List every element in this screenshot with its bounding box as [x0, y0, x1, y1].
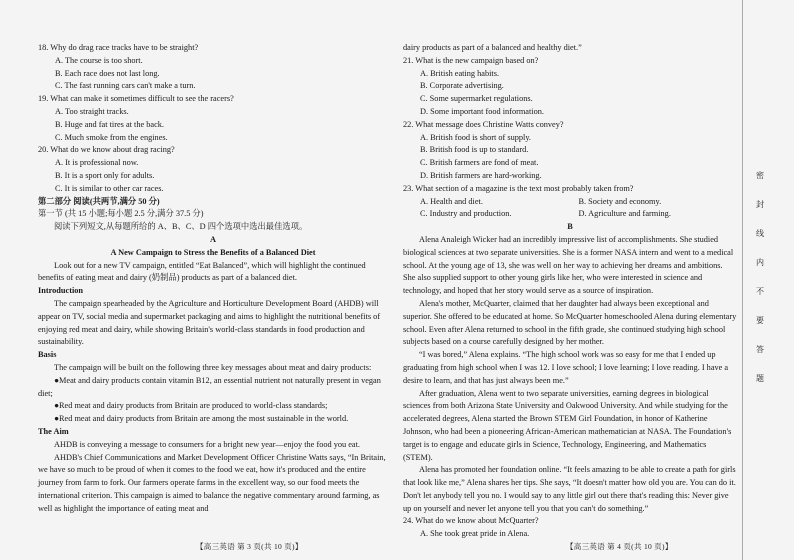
paragraph: The campaign spearheaded by the Agriculture and Horticulture Development Board (AHDB) will appear on TV, social media and supermarket packaging and aims to highlight the nutritional benefits of enjoying red meat and dairy, while showing Britain's world-class standards in food production and sustainability. — [38, 298, 381, 347]
part-heading: 第二部分 阅读(共两节,满分 50 分) — [38, 196, 160, 206]
paragraph: AHDB is conveying a message to consumers for a bright new year—enjoy the food you eat. — [54, 439, 360, 449]
option: C. Much smoke from the engines. — [55, 132, 168, 142]
page-footer-left: 【高三英语 第 3 页(共 10 页)】 — [196, 542, 303, 551]
section-heading: 第一节 (共 15 小题;每小题 2.5 分,满分 37.5 分) — [38, 209, 204, 219]
bullet-item: ●Red meat and dairy products from Britain are among the most sustainable in the world. — [54, 414, 349, 424]
question-23: 23. What section of a magazine is the text most probably taken from? — [403, 183, 634, 193]
paragraph: “I was bored,” Alena explains. “The high school work was so easy for me that I ended up graduating from high school when I was 12. I love school; I love learning; I love reading. I have a desire to learn, and that has just always been me.” — [403, 350, 729, 385]
option: A. Health and diet. — [420, 196, 483, 206]
binding-char: 密 — [756, 171, 764, 180]
paragraph: The campaign will be built on the following three key messages about meat and dairy products: — [54, 362, 372, 372]
question-22: 22. What message does Christine Watts convey? — [403, 119, 564, 129]
binding-char: 不 — [756, 287, 764, 296]
option: C. Some supermarket regulations. — [420, 94, 533, 104]
option: B. Each race does not last long. — [55, 68, 160, 78]
paragraph: After graduation, Alena went to two separate universities, earning degrees in biological sciences from both Arizona State University and Oakwood University. And while studying for the accelerated degrees, Alena started the Brown STEM Girl Foundation, in honor of Katherine Johnson, who had been a pioneering African-American mathematician at NASA. The Foundation's target is to engage and educate girls in Science, Technology, Engineering, and Mathematics (STEM). — [403, 388, 732, 462]
paragraph-continued: dairy products as part of a balanced and healthy diet.” — [403, 43, 582, 52]
binding-char: 要 — [756, 316, 764, 325]
question-21: 21. What is the new campaign based on? — [403, 55, 539, 65]
paragraph: AHDB's Chief Communications and Market Development Officer Christine Watts says, “In Britain, we have so much to be proud of when it comes to the food we eat, how it's produced and the entire journey from farm to fork. Our farmers operate farms in the excellent way, so our food meets the international criterion. This campaign is aimed to balance the negative commentary around farming, as well as highlight the importance of eating meat and — [38, 452, 386, 513]
left-column — [38, 42, 388, 515]
subheading: Introduction — [38, 286, 84, 296]
binding-char: 封 — [756, 200, 764, 209]
paragraph: Alena's mother, McQuarter, claimed that her daughter had always been exceptional and superior. She offered to be educated at home. So McQuarter homeschooled Alena during elementary school. Even after Alena returned to school in the fifth grade, she continued studying high school subjects based on a course carefully designed by her mother. — [403, 298, 737, 347]
paragraph: Alena Analeigh Wicker had an incredibly impressive list of accomplishments. She studied biological sciences at two separate universities. She is a former NASA intern and went to a medical school. At the young age of 13, she was well on her way to achieving her dreams and ambitions. She also supplied support to other young girls like her, who were interested in science and technology, and hoped that her story would serve as a source of inspiration. — [403, 234, 734, 296]
option: B. Society and economy. — [578, 196, 662, 206]
option: B. Corporate advertising. — [420, 81, 504, 91]
option: B. Huge and fat tires at the back. — [55, 119, 164, 129]
binding-char: 线 — [756, 229, 764, 238]
option: A. British food is short of supply. — [420, 132, 532, 142]
binding-line — [742, 0, 743, 560]
option: A. Too straight tracks. — [55, 106, 129, 116]
subheading: The Aim — [38, 426, 69, 436]
passage-title: A New Campaign to Stress the Benefits of a Balanced Diet — [110, 247, 316, 257]
page-footer-right: 【高三英语 第 4 页(共 10 页)】 — [566, 542, 673, 551]
subheading: Basis — [38, 350, 57, 360]
passage-letter: B — [567, 222, 573, 232]
question-19: 19. What can make it sometimes difficult to see the racers? — [38, 94, 234, 104]
option: C. British farmers are fond of meat. — [420, 158, 539, 168]
binding-char: 内 — [756, 258, 764, 267]
bullet-item: ●Meat and dairy products contain vitamin B12, an essential nutrient not naturally present in vegan diet; — [38, 375, 381, 398]
passage-letter: A — [210, 234, 216, 244]
option: D. Some important food information. — [420, 106, 544, 116]
binding-char: 题 — [756, 374, 764, 383]
option: B. British food is up to standard. — [420, 145, 529, 155]
option: C. The fast running cars can't make a turn. — [55, 81, 196, 91]
option: A. It is professional now. — [55, 158, 139, 168]
option-row — [403, 196, 737, 209]
bullet-item: ●Red meat and dairy products from Britain are produced to world-class standards; — [54, 401, 328, 411]
question-24: 24. What do we know about McQuarter? — [403, 516, 539, 526]
option: A. The course is too short. — [55, 55, 143, 65]
binding-char: 答 — [756, 345, 764, 354]
question-20: 20. What do we know about drag racing? — [38, 145, 175, 155]
option: A. British eating habits. — [420, 68, 500, 78]
option: B. It is a sport only for adults. — [55, 170, 155, 180]
binding-notice — [745, 170, 775, 402]
option: C. It is similar to other car races. — [55, 183, 164, 193]
option: D. Agriculture and farming. — [578, 209, 671, 219]
option-row — [403, 208, 737, 221]
right-column — [403, 42, 737, 541]
option: D. British farmers are hard-working. — [420, 170, 542, 180]
instruction: 阅读下列短文,从每题所给的 A、B、C、D 四个选项中选出最佳选项。 — [54, 222, 308, 232]
option: A. She took great pride in Alena. — [420, 529, 530, 539]
question-18: 18. Why do drag race tracks have to be straight? — [38, 43, 199, 52]
paragraph: Look out for a new TV campaign, entitled “Eat Balanced”, which will highlight the continued benefits of eating meat and dairy (奶制品) products as part of a balanced diet. — [38, 260, 366, 283]
option: C. Industry and production. — [420, 209, 512, 219]
paragraph: Alena has promoted her foundation online. “It feels amazing to be able to create a path for girls that look like me,” Alena shares her tips. She says, “It doesn't matter how old you are. You can do it. Don't let anybody tell you no. I would say to any little girl out there that's reading this: Never give up on yourself and never let anyone tell you that you can't do something.” — [403, 465, 736, 513]
